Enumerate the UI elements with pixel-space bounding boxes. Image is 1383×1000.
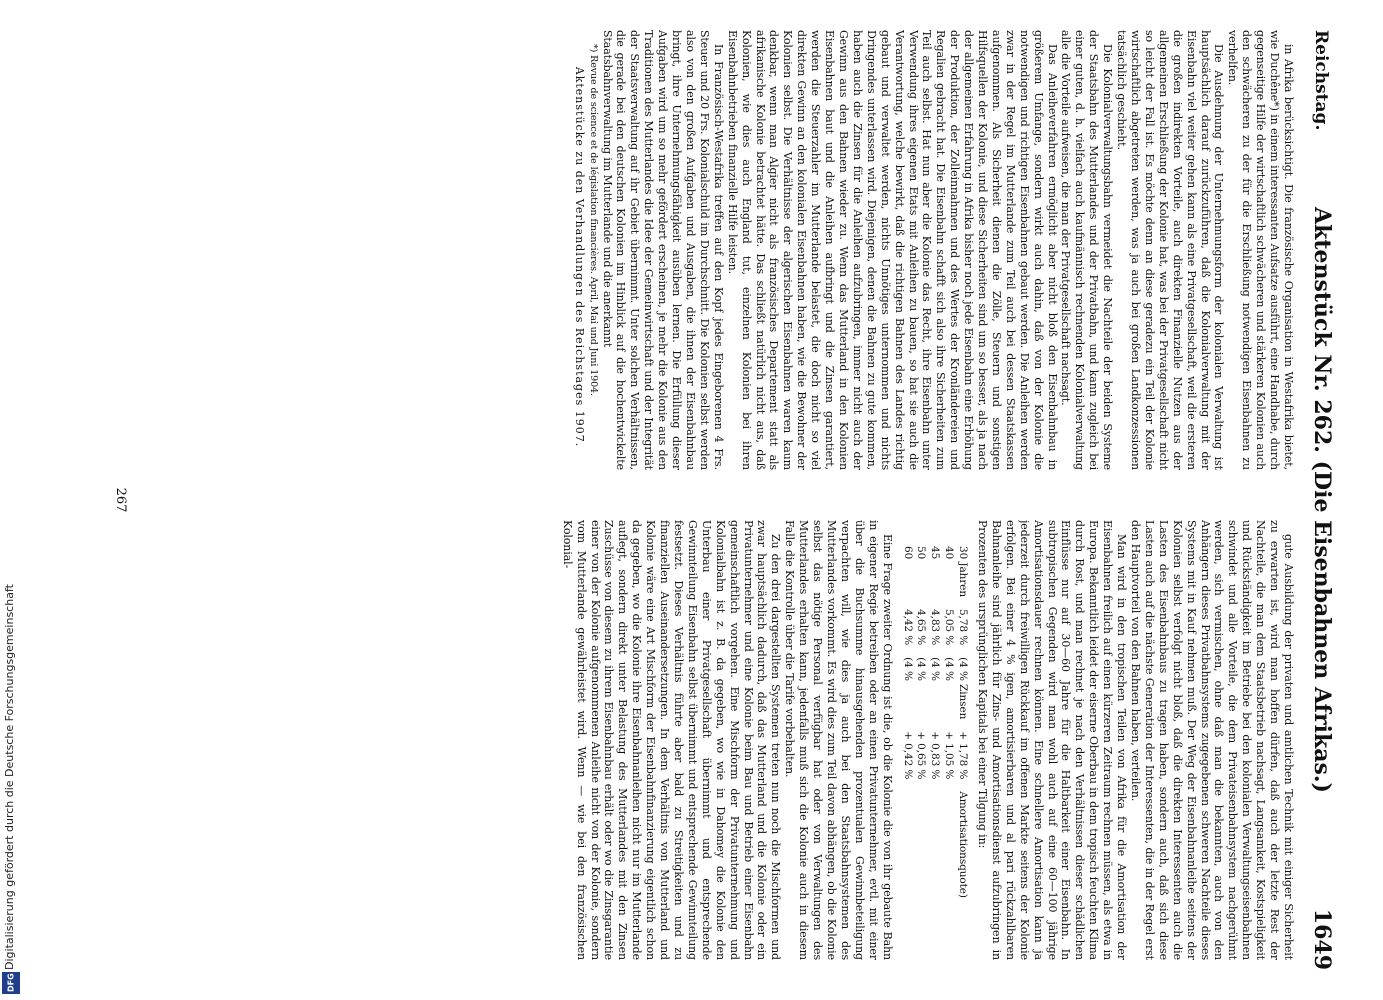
table-cell: 4,83 % <box>929 609 942 646</box>
table-cell: + 0,42 % <box>901 731 914 780</box>
right-column <box>145 520 1295 960</box>
paragraph: Eine Frage zweiter Ordnung ist die, ob die Kolonie die von ihr gebaute Bahn in eigener Regie betreiben oder an einen Privatunternehmer, evtl. mit einer über die Buchsumme hinausgehenden prozentualen Gewinnbeteiligung verpachten will, wie dies ja auch bei den Staatsbahnsystemen des Mutterlandes vorkommt. Es wird dies zum Teil davon abhängen, ob die Kolonie selbst das nötige Personal verfügbar hat oder von Verwaltungen des Mutterlandes erhalten kann, jedenfalls muß sich die Kolonie auch in diesem Falle die Kontrolle über die Tarife vorbehalten. <box>783 520 894 960</box>
header-page-number: 1649 <box>1309 908 1335 970</box>
table-cell: 5,05 % <box>943 609 956 646</box>
table-row <box>900 540 914 904</box>
paragraph: gute Ausbildung der privaten und amtlichen Technik mit einiger Sicherheit zu erwarten ist, wird man hoffen dürfen, daß auch der letzte Rest der Nachteile, die man dem Staatsbetrieb nachsagt, Langsamkeit, Kostspieligkeit und Rückständigkeit im Betriebe bei den kolonialen Verwaltungseisenbahnen schwindet und alle Vorteile, die dem Privateisenbahnsystem nachgerühmt werden, sich vermischen, ohne daß man die bekannten, auch von den Anhängern dieses Privatbahnsystems zugegebenen schweren Nachteile dieses Systems mit in Kauf nehmen muß. Der Weg der Eisenbahnanleihe seitens der Kolonien selbst verfolgt nicht bloß, daß die direkten Interessenten auch die Lasten des Eisenbahnbaus zu tragen haben, sondern auch, daß sich diese Lasten auch auf die nächste Generation der Interessenten, die in der Regel erst den Hauptvorteil von den Bahnen haben, verteilen. <box>1129 520 1295 960</box>
appendix-line: Aktenstücke zu den Verhandlungen des Reichstages 1907. <box>572 66 586 448</box>
table-cell: 40 <box>943 546 956 560</box>
table-row <box>941 540 955 904</box>
table-cell <box>900 785 914 904</box>
table-cell: + 0,83 % <box>929 731 942 780</box>
paragraph: In Französisch-Westafrika treffen auf den Kopf jedes Eingeborenen 4 Frs. Steuer und 20 Frs. Kolonialschuld im Durchschnitt. Die Kolonien selbst werden also von den großen Aufgaben und Ausgaben, die ihnen der Eisenbahnbau bringt, ihre Unternehmungsfähigkeit ausüben lernen. Die Erfüllung dieser Aufgaben wird um so mehr gefördert erscheinen, je mehr die Kolonie aus den Traditionen des Mutterlandes die Idee der Gemeinwirtschaft und der Integrität der Staatsverwaltung auf ihr Gebiet übernimmt. Unter solchen Verhältnissen, die gerade bei den deutschen Kolonien im Hinblick auf die hochentwickelte Staatsbahnverwaltung im Mutterlande und die anerkannt <box>600 30 725 470</box>
funding-credit-text: Digitalisierung gefördert durch die Deutsche Forschungsgemeinschaft <box>3 584 16 970</box>
table-row <box>927 540 941 904</box>
table-cell <box>941 785 955 904</box>
table-cell: 60 <box>901 546 914 560</box>
page-footer-number: 267 <box>113 487 128 513</box>
page-header <box>1301 30 1341 970</box>
table-cell: 5,78 % <box>957 609 970 646</box>
table-cell: + 0,65 % <box>915 731 928 780</box>
footnote: *) Revue de science et de législation financières. April, Mai und Juni 1904. <box>587 44 599 396</box>
header-title: Aktenstück Nr. 262. (Die Eisenbahnen Afrikas.) <box>1309 207 1335 793</box>
table-cell: 45 <box>929 546 942 560</box>
table-row <box>955 540 969 904</box>
table-cell: (4 % <box>929 657 942 681</box>
table-cell: Amortisationsquote) <box>957 791 970 898</box>
table-cell: 4,65 % <box>915 609 928 646</box>
table-cell: 4,42 % <box>901 609 914 646</box>
paragraph: Das Anleiheverfahren ermöglicht aber nicht bloß den Eisenbahnbau in größerem Umfange, sondern wirkt auch dahin, daß von der Kolonie die notwendigen und richtigen Eisenbahnen gebaut werden. Die Anleihen werden zwar in der Regel im Mutterlande zum Teil auch bei dessen Staatskassen aufgenommen. Als Sicherheit dienen die Zölle, Steuern und sonstigen Hilfsquellen der Kolonie, und diese Sicherheiten sind um so besser, als ja nach der allgemeinen Erfahrung in Afrika bisher noch jede Eisenbahn eine Erhöhung der Produktion, der Zolleinnahmen und des Wertes der Kronländereien und Regalien gebracht hat. Die Eisenbahn schafft sich also ihre Sicherheiten zum Teil auch selbst. Hat nun aber die Kolonie das Recht, ihre Eisenbahn unter Verwendung ihres eigenen Etats mit Anleihen zu bauen, so hat sie auch die Verantwortung, welche bewirkt, daß die richtigen Bahnen des Landes richtig gebaut und verwaltet werden, nichts Unnötiges unternommen und nichts Dringendes unterlassen wird. Diejenigen, denen die Bahnen zu gute kommen, haben auch die Zinsen für die Anleihen aufzubringen, immer nicht auch der Gewinn aus den Bahnen wieder zu. Wenn das Mutterland in den Kolonien Eisenbahnen baut und die Anleihen aufbringt und die Zinsen garantiert, werden die Steuerzahler im Mutterlande belastet, die doch nicht so viel direkten Gewinn an den kolonialen Eisenbahnen haben, wie die Bewohner der Kolonien selbst. Die Verhältnisse der algerischen Eisenbahnen waren kaum denkbar, wenn man Algier nicht als französisches Departement statt als afrikanische Kolonie betrachtet hätte. Das schließt natürlich nicht aus, daß Kolonien, wie dies auch England tut, einzelnen Kolonien bei ihren Eisenbahnbetrieben finanzielle Hilfe leisten. <box>725 30 1059 470</box>
margin-credit <box>0 0 24 1000</box>
dfg-logo-icon: DFG <box>2 972 20 994</box>
table-cell: (4 % <box>915 657 928 681</box>
table-cell <box>914 785 928 904</box>
table-cell: + 1,05 % <box>943 731 956 780</box>
header-left: Reichstag. <box>1311 30 1331 131</box>
paragraph: Die Ausdehnung der Unternehmungsform der kolonialen Verwaltung ist hauptsächlich darauf zurückzuführen, daß die Kolonialverwaltung mit der Eisenbahn viel weiter gehen kann als eine Privatgesellschaft, weil die ersteren die großen indirekten Vorteile, auch direkten Finanzielle Nutzen aus der allgemeinen Erschließung der Kolonie hat, was bei der Privatgesellschaft nicht so leicht der Fall ist. Es möchte denn an diese geradezu ein Teil der Kolonie wirtschaftlich abgetreten werden, was ja auch bei großen Landkonzessionen tatsächlich geschieht. <box>1115 30 1226 470</box>
table-cell: 50 <box>915 546 928 560</box>
amortization-table <box>900 540 970 904</box>
paragraph: in Afrika berücksichtigt. Die französische Organisation in Westafrika bietet, wie Duchêne*) in einem interessanten Aufsatze ausführt, eine Handhabe, durch gegenseitige Hilfe der wirtschaftlich schwächeren und stärkeren Kolonien auch den schwächeren zu der für die Erschließung notwendigen Eisenbahnen zu verhelfen. <box>1226 30 1295 470</box>
table-cell: 30 Jahren <box>957 546 970 598</box>
table-cell: (4 % Zinsen <box>957 657 970 720</box>
left-column <box>145 30 1295 470</box>
scanned-page <box>60 0 1343 1000</box>
paragraph: Zu den drei dargestellten Systemen treten nun noch die Mischformen und zwar hauptsächlich dadurch, daß das Mutterland und die Kolonie oder ein Privatunternehmer und eine Kolonie beim Bau und Betrieb einer Eisenbahn gemeinschaftlich vorgehen. Eine Mischform der Privatunternehmung und Kolonialbahn ist z. B. da gegeben, wo wie in Dahomey die Kolonie den Unterbau einer Privatgesellschaft übernimmt und entsprechende Gewinnteilung Eisenbahn selbst übernimmt und entsprechende Gewinnteilung festsetzt. Dieses Verhältnis führte aber bald zu Streitigkeiten und zu finanziellen Auseinandersetzungen. In dem Verhältnis von Mutterland und Kolonie wäre eine Art Mischform der Eisenbahnfinanzierung eigentlich schon da gegeben, wo die Kolonie ihre Eisenbahnanleihen nicht nur im Mutterlande auflegt, sondern direkt unter Belastung des Mutterlandes mit den Zinsen Zuschüsse von diesem zu ihrem Eisenbahnbau erhält oder wo die Zinsgarantie einer von der Kolonie aufgenommenen Anleihe nicht von der Kolonie, sondern vom Mutterlande gewährleistet wird. Wenn — wie bei den französischen Kolonial- <box>560 520 783 960</box>
table-cell: + 1,78 % <box>957 731 970 780</box>
table-row <box>914 540 928 904</box>
paragraph: Man wird in den tropischen Teilen von Afrika für die Amortisation der Eisenbahnen freilich auf einen kürzeren Zeitraum rechnen müssen, als etwa in Europa. Bekanntlich leidet der eiserne Oberbau in dem tropisch feuchten Klima durch Rost, und man rechnet je nach den Verhältnissen dieser schädlichen Einflüsse nur auf 30—60 Jahre für die Haltbarkeit einer Eisenbahn. In subtropischen Gegenden wird man wohl auch auf eine 60—100 jährige Amortisationsdauer rechnen können. Eine schnellere Amortisation kann ja jederzeit durch freiwilligen Rückkauf im offenen Markte seitens der Kolonie erfolgen. Bei einer 4 % igen, amortisierbaren und al pari rückzahlbaren Bahnanleihe sind jährlich für Zins- und Amortisationsdienst aufzubringen in Prozenten des ursprünglichen Kapitals bei einer Tilgung in: <box>976 520 1129 960</box>
table-cell: (4 % <box>901 657 914 681</box>
table-cell: (4 % <box>943 657 956 681</box>
paragraph: Die Kolonialverwaltungsbahn vermeidet die Nachteile der beiden Systeme der Staatsbahn des Mutterlandes und der Privatbahn, und kann zugleich bei einer guten, d. h. vielfach auch kaufmännisch rechnenden Kolonialverwaltung alle die Vorteile aufweisen, die man der Privatgesellschaft nachsagt. <box>1059 30 1115 470</box>
table-cell <box>927 785 941 904</box>
